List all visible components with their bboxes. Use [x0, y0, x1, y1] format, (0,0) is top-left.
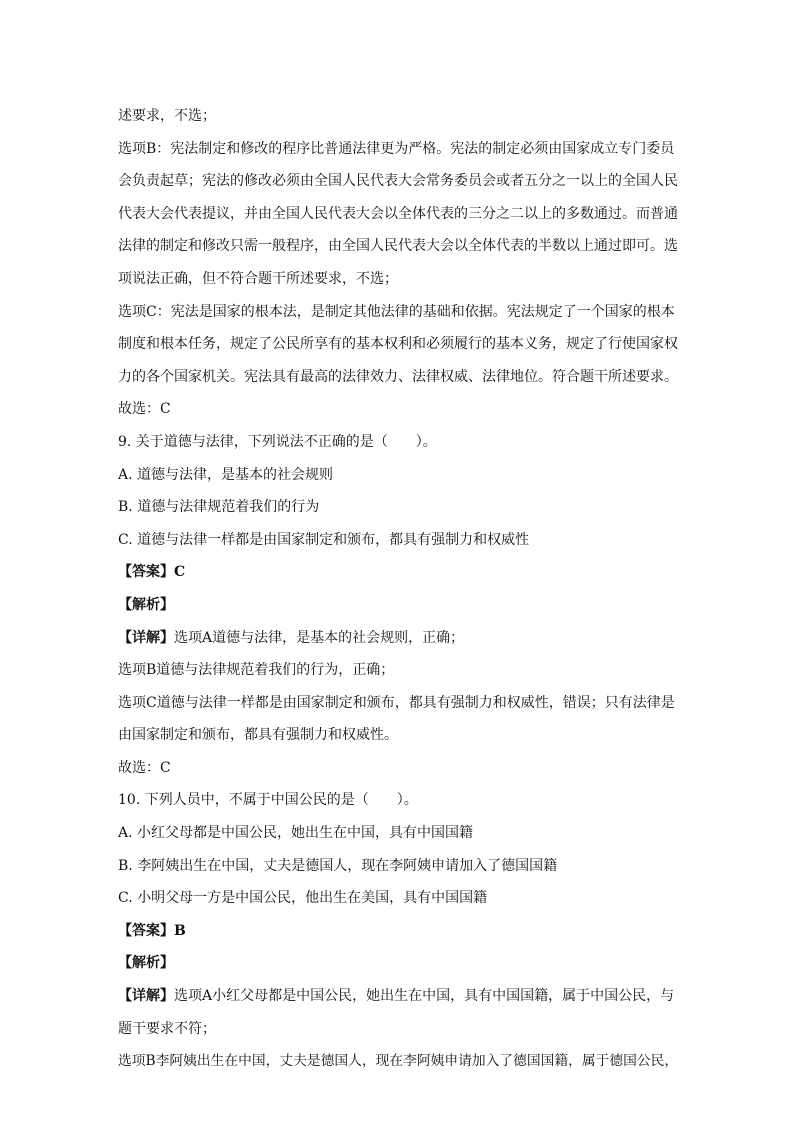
detail-line [118, 622, 678, 655]
question-10-option-b: B. 李阿姨出生在中国，丈夫是德国人，现在李阿姨申请加入了德国国籍 [118, 857, 558, 874]
detail-text: 选项A小红父母都是中国公民，她出生在中国，具有中国国籍，属于中国公民，与 [174, 988, 675, 1005]
question-9-option-a: A. 道德与法律，是基本的社会规则 [118, 466, 334, 483]
conclusion-line: 故选：C [118, 401, 171, 418]
text-line: 力的各个国家机关。宪法具有最高的法律效力、法律权威、法律地位。符合题干所述要求。 [118, 368, 678, 385]
conclusion-line: 故选：C [118, 759, 171, 776]
question-9-stem: 9. 关于道德与法律，下列说法不正确的是（ ）。 [118, 433, 437, 450]
text-line-option-b: 选项B：宪法制定和修改的程序比普通法律更为严格。宪法的制定必须由国家成立专门委员 [118, 140, 675, 157]
text-line: 选项B李阿姨出生在中国，丈夫是德国人，现在李阿姨申请加入了德国国籍，属于德国公民， [118, 1053, 678, 1070]
question-9-option-c: C. 道德与法律一样都是由国家制定和颁布，都具有强制力和权威性 [118, 531, 530, 548]
text-line: 题干要求不符； [118, 1020, 216, 1037]
text-line-continuation: 述要求，不选； [118, 108, 216, 124]
text-line-option-c: 选项C：宪法是国家的根本法，是制定其他法律的基础和依据。宪法规定了一个国家的根本 [118, 303, 675, 320]
text-line: 由国家制定和颁布，都具有强制力和权威性。 [118, 727, 398, 744]
answer-label: 【答案】C [118, 564, 186, 581]
text-line: 制度和根本任务，规定了公民所享有的基本权利和必须履行的基本义务，规定了行使国家权 [118, 336, 678, 353]
detail-line [118, 980, 678, 1013]
text-line: 代表大会代表提议，并由全国人民代表大会以全体代表的三分之二以上的多数通过。而普通 [118, 205, 678, 222]
analysis-label: 【解析】 [118, 955, 174, 972]
analysis-label: 【解析】 [118, 596, 174, 613]
question-9-option-b: B. 道德与法律规范着我们的行为 [118, 499, 320, 516]
detail-label: 【详解】 [118, 629, 174, 646]
detail-label: 【详解】 [118, 988, 174, 1005]
text-line: 项说法正确，但不符合题干所述要求，不选； [118, 270, 398, 287]
question-10-option-c: C. 小明父母一方是中国公民，他出生在美国，具有中国国籍 [118, 890, 488, 907]
question-10-stem: 10. 下列人员中，不属于中国公民的是（ ）。 [118, 792, 418, 809]
question-10-option-a: A. 小红父母都是中国公民，她出生在中国，具有中国国籍 [118, 825, 474, 842]
text-line: 选项C道德与法律一样都是由国家制定和颁布，都具有强制力和权威性，错误；只有法律是 [118, 694, 675, 711]
text-line: 会负责起草；宪法的修改必须由全国人民代表大会常务委员会或者五分之一以上的全国人民 [118, 173, 678, 190]
text-line: 选项B道德与法律规范着我们的行为，正确； [118, 662, 395, 679]
answer-label: 【答案】B [118, 922, 186, 939]
detail-text: 选项A道德与法律，是基本的社会规则，正确； [174, 629, 465, 646]
text-line: 法律的制定和修改只需一般程序，由全国人民代表大会以全体代表的半数以上通过即可。选 [118, 238, 678, 255]
document-body [118, 100, 678, 1078]
